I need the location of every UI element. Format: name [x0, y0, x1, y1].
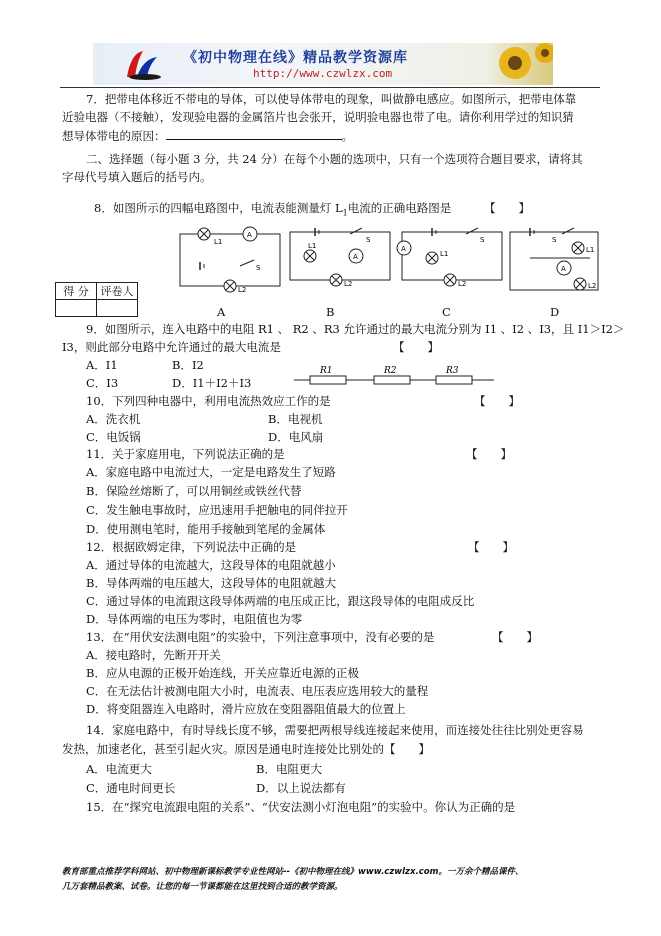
q9-bracket[interactable]: 【 】	[393, 340, 439, 354]
q8-option-b[interactable]: B	[326, 305, 335, 319]
q13-stem: 13．在“用伏安法测电阻”的实验中，下列注意事项中，没有必要的是	[86, 630, 435, 644]
q8-stem-sub: 1	[342, 208, 348, 218]
q13-option-b[interactable]: B．应从电源的正极开始连线，开关应靠近电源的正极	[86, 666, 359, 680]
footer-line1: 教育部重点推荐学科网站、初中物理新课标教学专业性网站--《初中物理在线》www.czwlzx.com。一万余个精品课件、	[62, 867, 524, 877]
circuit-c-l2: L2	[458, 280, 467, 288]
header-title: 《初中物理在线》精品教学资源库	[183, 50, 408, 66]
resistor-r1-label: R1	[320, 366, 333, 376]
q11-option-a[interactable]: A．家庭电路中电流过大，一定是电路发生了短路	[86, 465, 336, 479]
q10-option-d[interactable]: D．电风扇	[268, 430, 324, 444]
circuit-a-ammeter: A	[247, 231, 252, 239]
resistor-r3-label: R3	[446, 366, 459, 376]
switch-icon	[562, 228, 574, 234]
q8-stem-a: 8．如图所示的四幅电路图中，电流表能测量灯 L	[94, 201, 343, 215]
q13-bracket[interactable]: 【 】	[492, 630, 538, 644]
q12-option-a[interactable]: A．通过导体的电流越大，这段导体的电阻就越小	[86, 558, 336, 572]
q14-option-b[interactable]: B．电阻更大	[256, 762, 322, 776]
q12-option-c[interactable]: C．通过导体的电流跟这段导体两端的电压成正比，跟这段导体的电阻成反比	[86, 594, 475, 608]
resistor-r2-icon	[374, 376, 410, 384]
grader-header: 评卷人	[97, 283, 138, 300]
q9-option-b[interactable]: B．I2	[172, 358, 204, 372]
section2-line2: 字母代号填入题后的括号内。	[62, 170, 212, 184]
circuit-a-switch: S	[256, 264, 261, 272]
q11-bracket[interactable]: 【 】	[466, 447, 512, 461]
q7-line3	[62, 128, 353, 144]
q12-bracket[interactable]: 【 】	[468, 540, 514, 554]
q7-end: 。	[341, 129, 353, 143]
q13-option-a[interactable]: A．接电路时，先断开开关	[86, 648, 221, 662]
circuit-c	[397, 228, 502, 286]
q10-option-c[interactable]: C．电饭锅	[86, 430, 141, 444]
circuit-d-l1: L1	[586, 246, 595, 254]
q14-option-c[interactable]: C．通电时间更长	[86, 781, 176, 795]
circuit-d-switch: S	[552, 236, 557, 244]
q12-option-d[interactable]: D．导体两端的电压为零时，电阻值也为零	[86, 612, 303, 626]
q8-circuit-diagrams	[170, 222, 602, 302]
resistor-r1-icon	[310, 376, 346, 384]
q14-line2: 发热，加速老化，甚至引起火灾。原因是通电时连接处比别处的【 】	[62, 742, 430, 756]
score-header: 得 分	[56, 283, 97, 300]
q9-line2: I3，则此部分电路中允许通过的最大电流是	[62, 340, 281, 354]
header-rule	[60, 87, 600, 88]
q10-option-b[interactable]: B．电视机	[268, 412, 323, 426]
circuit-c-switch: S	[480, 236, 485, 244]
section2-line1: 二、选择题（每小题 3 分，共 24 分）在每个小题的选项中，只有一个选项符合题目要求，请将其	[86, 152, 583, 166]
q11-option-d[interactable]: D．使用测电笔时，能用手接触到笔尾的金属体	[86, 522, 326, 536]
score-cell[interactable]	[56, 300, 97, 317]
circuit-a	[180, 227, 280, 292]
q9-resistor-diagram	[294, 364, 494, 386]
switch-icon	[240, 260, 254, 266]
q14-line1: 14．家庭电路中，有时导线长度不够，需要把两根导线连接起来使用，而连接处往往比别处更容易	[86, 723, 584, 737]
q8-bracket[interactable]: 【 】	[484, 201, 530, 215]
q11-stem: 11．关于家庭用电，下列说法正确的是	[86, 447, 285, 461]
q8-option-d[interactable]: D	[550, 305, 560, 319]
switch-icon	[466, 228, 478, 234]
circuit-d-ammeter: A	[561, 265, 566, 273]
q8-option-a[interactable]: A	[217, 305, 226, 319]
q8-stem	[94, 201, 451, 220]
q7-line1: 7．把带电体移近不带电的导体，可以使导体带电的现象，叫做静电感应。如图所示，把带电体靠	[86, 92, 577, 106]
q9-option-d[interactable]: D．I1＋I2＋I3	[172, 376, 252, 390]
sunflower-icon	[485, 43, 553, 85]
q7-line2: 近验电器（不接触），发现验电器的金属箔片也会张开，说明验电器也带了电。请你利用学过的知识猜	[62, 110, 574, 124]
circuit-b-l1: L1	[308, 242, 317, 250]
footer-line2: 几万套精品教案、试卷。让您的每一节课都能在这里找到合适的教学资源。	[62, 882, 343, 892]
q7-line3-text: 想导体带电的原因：	[62, 129, 166, 143]
circuit-d-l2: L2	[588, 282, 597, 290]
resistor-r2-label: R2	[384, 366, 397, 376]
q8-option-c[interactable]: C	[442, 305, 451, 319]
switch-icon	[350, 228, 362, 234]
site-logo-icon	[123, 47, 163, 81]
circuit-a-l2: L2	[238, 286, 247, 294]
q12-option-b[interactable]: B．导体两端的电压越大，这段导体的电阻就越大	[86, 576, 336, 590]
header-url[interactable]: http://www.czwlzx.com	[253, 67, 393, 80]
resistor-r3-icon	[436, 376, 472, 384]
circuit-b-switch: S	[366, 236, 371, 244]
q9-option-a[interactable]: A．I1	[86, 358, 118, 372]
circuit-b-ammeter: A	[353, 253, 358, 261]
score-table	[55, 282, 138, 317]
q10-stem: 10．下列四种电器中，利用电流热效应工作的是	[86, 394, 331, 408]
q11-option-c[interactable]: C．发生触电事故时，应迅速用手把触电的同伴拉开	[86, 503, 348, 517]
q14-option-d[interactable]: D．以上说法都有	[256, 781, 346, 795]
q13-option-c[interactable]: C．在无法估计被测电阻大小时，电流表、电压表应选用较大的量程	[86, 684, 429, 698]
q10-option-a[interactable]: A．洗衣机	[86, 412, 141, 426]
q7-answer-blank[interactable]	[166, 128, 342, 140]
circuit-b	[290, 228, 390, 286]
q15-line1: 15．在“探究电流跟电阻的关系”、“伏安法测小灯泡电阻”的实验中。你认为正确的是	[86, 800, 516, 814]
q11-option-b[interactable]: B．保险丝熔断了，可以用铜丝或铁丝代替	[86, 484, 302, 498]
q9-option-c[interactable]: C．I3	[86, 376, 119, 390]
header-banner	[93, 43, 553, 85]
q8-stem-b: 电流的正确电路图是	[347, 201, 452, 215]
circuit-c-ammeter: A	[401, 245, 406, 253]
q13-option-d[interactable]: D．将变阻器连入电路时，滑片应放在变阻器阻值最大的位置上	[86, 702, 406, 716]
circuit-b-l2: L2	[344, 280, 353, 288]
q10-bracket[interactable]: 【 】	[474, 394, 520, 408]
circuit-c-l1: L1	[440, 250, 449, 258]
q14-option-a[interactable]: A．电流更大	[86, 762, 152, 776]
q12-stem: 12．根据欧姆定律，下列说法中正确的是	[86, 540, 297, 554]
grader-cell[interactable]	[97, 300, 138, 317]
q9-line1: 9．如图所示，连入电路中的电阻 R1 、 R2 、R3 允许通过的最大电流分别为 I1 、I2 、I3，且 I1＞I2＞	[86, 322, 625, 336]
circuit-a-l1: L1	[214, 238, 223, 246]
